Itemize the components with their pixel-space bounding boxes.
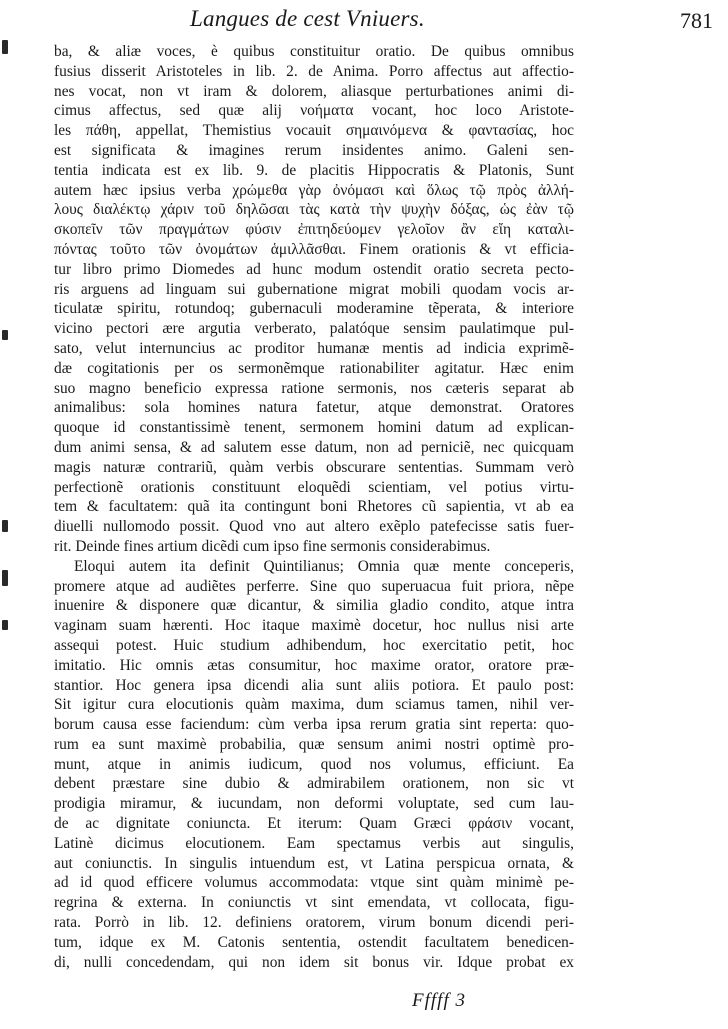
text-line: ad id quod efficere volumus accommodata: vtque sint quàm minimè pe- [54, 874, 574, 892]
signature-mark: Fffff 3 [412, 990, 466, 1011]
text-line: sato, velut internuncius ac proditor humanæ mentis ad indicia exprimẽ- [54, 339, 574, 357]
text-line: tentia indicata est ex lib. 9. de placitis Hippocratis & Platonis, Sunt [54, 161, 574, 179]
gutter-mark [2, 620, 8, 630]
text-line: debent præstare sine dubio & admirabilem orationem, non sic vt [54, 775, 574, 793]
gutter-mark [2, 330, 8, 340]
text-line: promere atque ad audiẽtes perferre. Sine quo superuacua fuit priora, nẽpe [54, 577, 574, 595]
page-header [40, 4, 713, 40]
text-line: suo magno beneficio expressa ratione sermonis, nos cæteris separat ab [54, 379, 574, 397]
text-line: πόντας τοῦτο τῶν ὀνομάτων ἁμιλλᾶσθαι. Finem orationis & vt efficia- [54, 240, 574, 258]
text-line: stantior. Hoc genera ipsa dicendi alia sunt aliis potiora. Et paulo post: [54, 676, 574, 694]
text-line: tur libro primo Diomedes ad hunc modum ostendit oratio secreta pecto- [54, 260, 574, 278]
text-line: dum animi sensa, & ad salutem esse datum, non ad perniciẽ, nec quicquam [54, 438, 574, 456]
text-line: quoque id constantissimè tenent, sermonem homini datum ad explican- [54, 419, 574, 437]
text-line: dæ cogitationis per os sermonẽmque rationabiliter agitatur. Hæc enim [54, 359, 574, 377]
text-line: ba, & aliæ voces, è quibus constituitur oratio. De quibus omnibus [54, 43, 574, 60]
text-line: ticulatæ spiritu, rotundoq; gubernaculi moderamine tẽperata, & interiore [54, 300, 574, 318]
text-line: rata. Porrò in lib. 12. definiens oratorem, virum bonum dicendi peri- [54, 914, 574, 932]
text-line: de ac dignitate coniuncta. Et iterum: Quam Græci φράσιν vocant, [54, 815, 574, 833]
text-line: Sit igitur cura elocutionis quàm maxima, dum sciamus tamen, nihil ver- [54, 696, 574, 714]
text-line: inuenire & disponere quæ dicantur, & similia gladio condito, atque intra [54, 597, 574, 615]
text-line: perfectionẽ orationis constituunt eloquẽdi scientiam, vel potius virtu- [54, 478, 574, 496]
text-line: les πάθη, appellat, Themistius vocauit σημαινόμενα & φαντασίας, hoc [54, 122, 574, 140]
text-line: fusius disserit Aristoteles in lib. 2. de Anima. Porro affectus aut affectio- [54, 62, 574, 80]
text-line: imitatio. Hic omnis ætas consumitur, hoc maxime orator, oratore præ- [54, 656, 574, 674]
text-line: vaginam suam hærenti. Hoc itaque maximè docetur, hoc nullus nisi arte [54, 617, 574, 635]
text-line: borum causa esse faciendum: cùm verba ipsa rerum gratia sint reperta: quo- [54, 716, 574, 734]
text-line: nes vocat, non vt iram & dolorem, aliasque perturbationes animi di- [54, 82, 574, 100]
body-text [54, 42, 574, 972]
text-line: autem hæc ipsius verba χρώμεθα γὰρ ὀνόμασι καὶ ὅλως τῷ πρὸς ἀλλή- [54, 181, 574, 199]
text-line: tem & facultatem: quã ita contingunt boni Rhetores cũ sapientia, vt ab ea [54, 498, 574, 516]
text-line: σκοπεῖν τῶν πραγμάτων φύσιν ἐπιτηδεύομεν γελοῖον ἂν εἴη καταλι- [54, 221, 574, 239]
gutter-mark [2, 570, 8, 586]
text-line: prodigia miramur, & iucundam, non deformi voluptate, sed cum lau- [54, 795, 574, 813]
text-line: aut coniunctis. In singulis intuendum est, vt Latina perspicua ornata, & [54, 854, 574, 872]
text-line: di, nulli concedendam, qui non idem sit bonus vir. Idque probat ex [54, 953, 574, 971]
text-line: tum, idque ex M. Catonis sententia, ostendit facultatem benedicen- [54, 933, 574, 951]
page-number: 781 [680, 8, 713, 33]
text-line: Latinè dicimus elocutionem. Eam spectamus verbis aut singulis, [54, 834, 574, 852]
text-line: rit. Deinde fines artium dicẽdi cum ipso fine sermonis considerabimus. [54, 537, 491, 555]
gutter-mark [2, 520, 8, 532]
text-line: rum ea sunt maximè probabilia, quæ sensum animi nostri optimè pro- [54, 735, 574, 753]
text-line: cimus affectus, sed quæ alij νοήματα vocant, hoc loco Aristote- [54, 102, 574, 120]
gutter-mark [2, 40, 8, 54]
text-line: animalibus: sola homines natura fatetur, atque demonstrat. Oratores [54, 399, 574, 417]
text-line: diuelli nullomodo possit. Quod vno aut altero exẽplo patefecisse satis fuer- [54, 518, 574, 536]
text-line: munt, atque in animis iudicum, quod nos volumus, efficiunt. Ea [54, 755, 574, 773]
text-line: vicino pectori ære argutia verberato, palatóque sensim paulatimque pul- [54, 320, 574, 338]
text-line: ris arguens ad linguam sui gubernatione migrat mobili quodam vocis ar- [54, 280, 574, 298]
text-line: λους διαλέκτῳ χάριν τοῦ δηλῶσαι τὰς κατὰ τὴν ψυχὴν δόξας, ὡς ἐὰν τῷ [54, 201, 574, 219]
running-title: Langues de cest Vniuers. [190, 6, 425, 31]
text-line: assequi potest. Huic studium adhibendum, hoc exercitatio petit, hoc [54, 636, 574, 654]
text-line: regrina & externa. In coniunctis vt sint emendata, vt collocata, figu- [54, 894, 574, 912]
paragraph-start-line: Eloqui autem ita definit Quintilianus; Omnia quæ mente conceperis, [74, 557, 574, 575]
text-line: est significata & imagines rerum insidentes animo. Galeni sen- [54, 141, 574, 159]
text-line: magis naturæ contrariũ, quàm verbis obscurare sententias. Summam verò [54, 458, 574, 476]
